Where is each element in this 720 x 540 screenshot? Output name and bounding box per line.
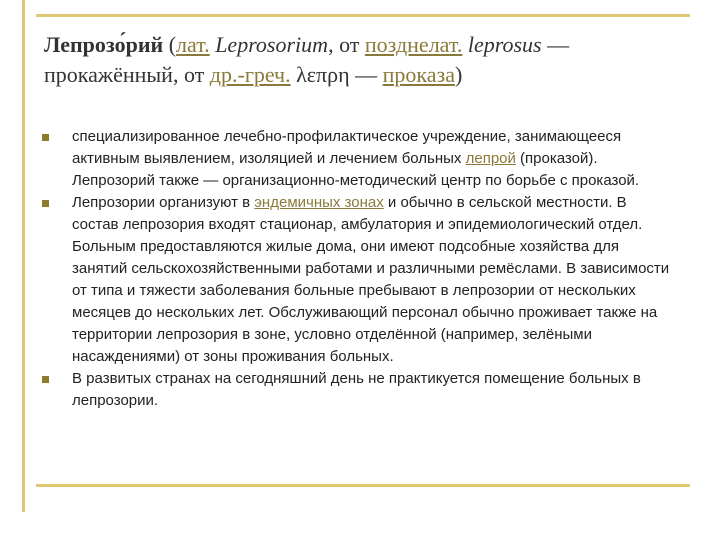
item-text: В развитых странах на сегодняшний день не практикуется помещение больных в лепрозории. <box>72 370 641 409</box>
title-text: , от <box>328 32 365 57</box>
item-text: Лепрозории организуют в <box>72 194 255 211</box>
title-term: Лепрозо́рий <box>44 32 164 57</box>
slide-title <box>44 30 684 90</box>
square-bullet-icon <box>42 200 49 207</box>
title-text: — <box>541 32 570 57</box>
link-leprosy-disease[interactable]: лепрой <box>465 150 516 167</box>
title-text: — <box>349 62 383 87</box>
top-decor-line <box>36 14 690 17</box>
link-endemic-zones[interactable]: эндемичных зонах <box>254 194 384 211</box>
title-text: ) <box>454 62 463 87</box>
item-text: (проказой). Лепрозорий также — организационно-методический центр по борьбе с проказой. <box>72 150 640 189</box>
title-text: ( <box>163 32 177 57</box>
list-item <box>36 126 676 192</box>
title-greek-word: λεπρη <box>296 62 350 87</box>
link-leprosy[interactable]: проказа <box>382 62 455 87</box>
bullet-list <box>36 126 676 412</box>
list-item <box>36 368 676 412</box>
bottom-decor-line <box>36 484 690 487</box>
title-latin-word: Leprosorium <box>215 32 329 57</box>
link-lat[interactable]: лат. <box>176 32 210 57</box>
link-late-lat[interactable]: позднелат. <box>364 32 463 57</box>
left-decor-line <box>22 0 25 512</box>
title-late-latin-word: leprosus <box>467 32 542 57</box>
item-text: специализированное лечебно-профилактическое учреждение, занимающееся активным выявлением, изоляцией и лечением больных <box>72 128 622 167</box>
item-text: и обычно в сельской местности. В состав лепрозория входят стационар, амбулатория и эпидемиологический отдел. Больным предоставляются жилые дома, они имеют подсобные хозяйства для занятий сельскохозяйственными работами и различными ремёслами. В зависимости от типа и тяжести заболевания больные пребывают в лепрозории от нескольких месяцев до нескольких лет. Обслуживающий персонал обычно проживает также на территории лепрозория в зоне, условно отделённой (например, зелёными насаждениями) от зоны проживания больных. <box>72 194 670 365</box>
link-greek[interactable]: др.-греч. <box>209 62 291 87</box>
square-bullet-icon <box>42 376 49 383</box>
title-text: прокажённый, от <box>44 62 210 87</box>
square-bullet-icon <box>42 134 49 141</box>
list-item <box>36 192 676 368</box>
